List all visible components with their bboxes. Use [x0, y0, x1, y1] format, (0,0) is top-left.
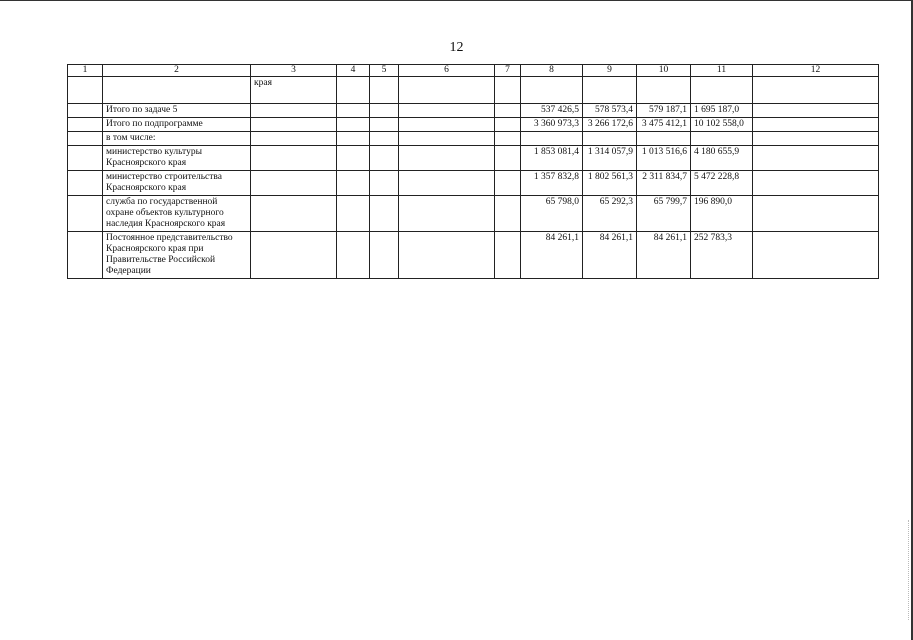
cell-col9: 65 292,3: [583, 196, 637, 232]
cell-col10: 1 013 516,6: [637, 146, 691, 171]
row-label: Итого по задаче 5: [103, 104, 251, 118]
column-header: 5: [370, 65, 399, 77]
table-row: [68, 232, 879, 279]
cell-col3: [251, 132, 337, 146]
cell-col11: [691, 77, 753, 104]
column-header: 1: [68, 65, 103, 77]
table-header-row: [68, 65, 879, 77]
column-header: 2: [103, 65, 251, 77]
row-label: Итого по подпрограмме: [103, 118, 251, 132]
cell-col11: 10 102 558,0: [691, 118, 753, 132]
cell-col9: 1 802 561,3: [583, 171, 637, 196]
column-header: 9: [583, 65, 637, 77]
table-row: [68, 146, 879, 171]
table-row: [68, 196, 879, 232]
cell-col10: 65 799,7: [637, 196, 691, 232]
table-row: [68, 104, 879, 118]
cell-col8: [521, 77, 583, 104]
cell-col10: 579 187,1: [637, 104, 691, 118]
cell-col3: [251, 146, 337, 171]
cell-col10: [637, 132, 691, 146]
cell-col11: 4 180 655,9: [691, 146, 753, 171]
cell-col11: [691, 132, 753, 146]
cell-col3: [251, 171, 337, 196]
column-header: 4: [337, 65, 370, 77]
cell-col10: 2 311 834,7: [637, 171, 691, 196]
row-label: [103, 77, 251, 104]
column-header: 10: [637, 65, 691, 77]
cell-col9: [583, 132, 637, 146]
cell-col9: 1 314 057,9: [583, 146, 637, 171]
cell-col11: 252 783,3: [691, 232, 753, 279]
cell-col3: [251, 104, 337, 118]
cell-col9: 578 573,4: [583, 104, 637, 118]
cell-col10: 84 261,1: [637, 232, 691, 279]
cell-col9: 3 266 172,6: [583, 118, 637, 132]
table-row: [68, 77, 879, 104]
cell-col11: 196 890,0: [691, 196, 753, 232]
cell-col3: края: [251, 77, 337, 104]
cell-col8: 84 261,1: [521, 232, 583, 279]
page-number: 12: [449, 40, 464, 55]
row-label: служба по государственной охране объектов культурного наследия Красноярского края: [103, 196, 251, 232]
cell-col8: 537 426,5: [521, 104, 583, 118]
column-header: 7: [495, 65, 521, 77]
scan-artifact: [907, 520, 909, 620]
cell-col3: [251, 196, 337, 232]
cell-col8: 3 360 973,3: [521, 118, 583, 132]
cell-col9: 84 261,1: [583, 232, 637, 279]
row-label: министерство строительства Красноярского края: [103, 171, 251, 196]
cell-col3: [251, 232, 337, 279]
column-header: 11: [691, 65, 753, 77]
cell-col8: [521, 132, 583, 146]
cell-col10: 3 475 412,1: [637, 118, 691, 132]
column-header: 6: [399, 65, 495, 77]
cell-col9: [583, 77, 637, 104]
budget-table: [67, 64, 879, 279]
cell-col8: 1 853 081,4: [521, 146, 583, 171]
row-label: министерство культуры Красноярского края: [103, 146, 251, 171]
column-header: 3: [251, 65, 337, 77]
column-header: 12: [753, 65, 879, 77]
table-row: [68, 171, 879, 196]
cell-col3: [251, 118, 337, 132]
row-label: Постоянное представительство Красноярского края при Правительстве Российской Федерации: [103, 232, 251, 279]
column-header: 8: [521, 65, 583, 77]
cell-col8: 1 357 832,8: [521, 171, 583, 196]
row-label: в том числе:: [103, 132, 251, 146]
cell-col8: 65 798,0: [521, 196, 583, 232]
cell-col11: 1 695 187,0: [691, 104, 753, 118]
table-row: [68, 118, 879, 132]
page-top-edge: [0, 0, 913, 1]
table-row: [68, 132, 879, 146]
cell-col11: 5 472 228,8: [691, 171, 753, 196]
cell-col10: [637, 77, 691, 104]
